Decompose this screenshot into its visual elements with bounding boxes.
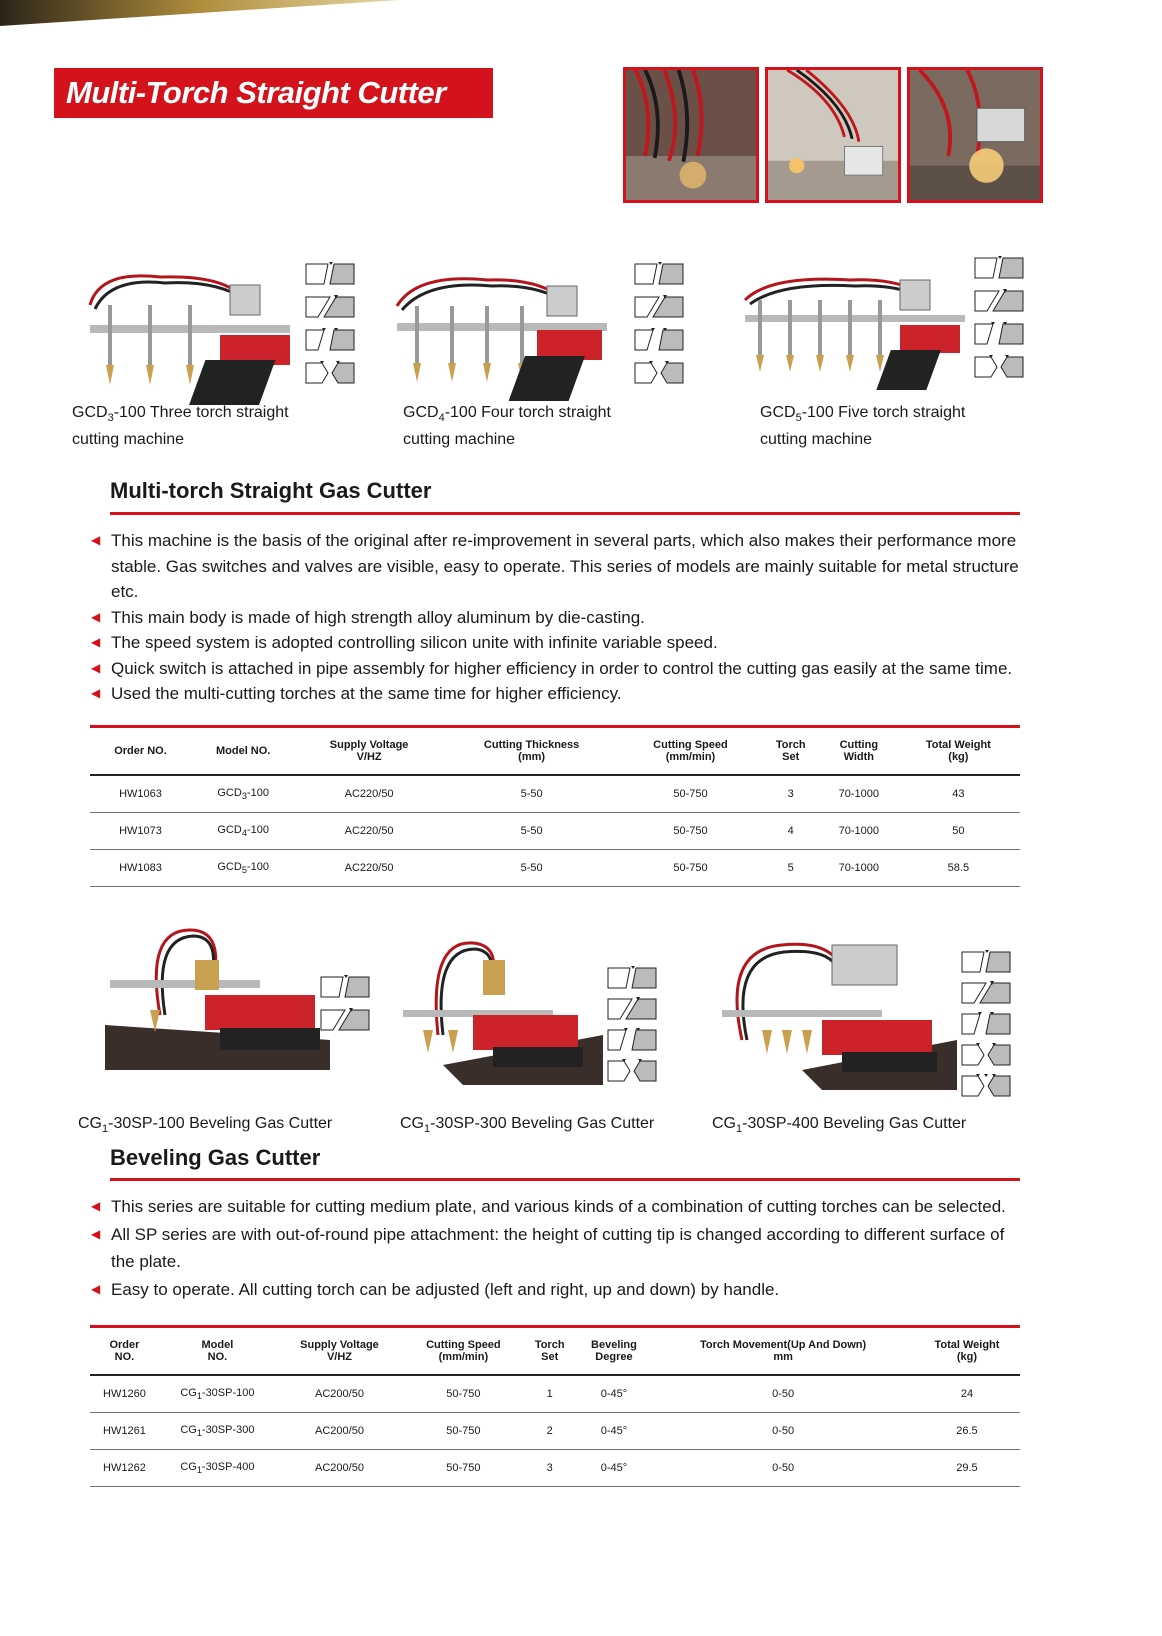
- cutting-photo-3: [907, 67, 1043, 203]
- col-header-movement: Torch Movement(Up And Down) mm: [652, 1327, 914, 1376]
- cell-weight: 26.5: [914, 1413, 1020, 1450]
- cell-weight: 29.5: [914, 1450, 1020, 1487]
- cell-torch: 4: [761, 813, 821, 850]
- gcd5-caption: $GCD_5-100$ Five torch straight cutting machine: [760, 404, 966, 449]
- straight-cut-icon: [973, 256, 1025, 280]
- bullet-item: ◀ This main body is made of high strength alloy aluminum by die-casting.: [91, 605, 1026, 631]
- col-header-thickness: Cutting Thickness (mm): [443, 727, 620, 776]
- cell-voltage: AC200/50: [276, 1375, 403, 1413]
- cell-weight: 58.5: [897, 850, 1020, 887]
- gcd3-cut-type-icons: [304, 262, 356, 385]
- col-header-voltage: Supply Voltage V/HZ: [295, 727, 443, 776]
- cell-voltage: AC220/50: [295, 813, 443, 850]
- cell-order: HW1261: [90, 1413, 159, 1450]
- col-header-model: Model NO.: [159, 1327, 276, 1376]
- x-bevel-cut-icon: [304, 361, 356, 385]
- bevel-cut-icon: [319, 1008, 371, 1032]
- x-bevel-cut-icon: [633, 361, 685, 385]
- double-bevel-cut-icon: [960, 1012, 1012, 1036]
- cell-width: 70-1000: [821, 850, 897, 887]
- double-bevel-cut-icon: [304, 328, 356, 352]
- x-bevel-cut-icon: [606, 1059, 658, 1083]
- cell-movement: 0-50: [652, 1450, 914, 1487]
- cell-model: $CG_1-30SP-100$: [159, 1375, 276, 1413]
- section2-bullet-list: [91, 1193, 1026, 1303]
- cell-voltage: AC200/50: [276, 1450, 403, 1487]
- section2-title: Beveling Gas Cutter: [110, 1145, 321, 1170]
- straight-cut-icon: [960, 950, 1012, 974]
- bullet-item: ◀ This series are suitable for cutting medium plate, and various kinds of a combination of cutting torches can be selected.: [91, 1193, 1026, 1221]
- gcd4-machine-image: [387, 268, 622, 408]
- cell-weight: 43: [897, 775, 1020, 813]
- double-bevel-cut-icon: [606, 1028, 658, 1052]
- cell-width: 70-1000: [821, 775, 897, 813]
- section2-rule: [110, 1178, 1020, 1181]
- decorative-gold-band: [0, 0, 400, 28]
- col-header-order: Order NO.: [90, 1327, 159, 1376]
- cell-torch: 3: [524, 1450, 576, 1487]
- cutting-photo-2: [765, 67, 901, 203]
- cg1-30sp-100-machine-image: [105, 920, 330, 1070]
- bullet-item: ◀ This machine is the basis of the original after re-improvement in several parts, which also makes their performance more stable. Gas switches and valves are visible, easy to operate. This series of models are mainly suitable for metal structure etc.: [91, 528, 1026, 605]
- cg1-30sp-100-caption: $CG_1-30SP-100$ Beveling Gas Cutter: [78, 1115, 333, 1136]
- cell-degree: 0-45°: [576, 1450, 653, 1487]
- x-bevel-cut-icon: [973, 355, 1025, 379]
- bullet-item: ◀ Quick switch is attached in pipe assembly for higher efficiency in order to control the cutting gas easily at the same time.: [91, 656, 1026, 682]
- gcd5-cut-type-icons: [973, 256, 1025, 379]
- gcd3-machine-image: [70, 265, 310, 410]
- table-row: [90, 1413, 1020, 1450]
- col-header-order: Order NO.: [90, 727, 191, 776]
- cutting-photo-1: [623, 67, 759, 203]
- table-row: [90, 850, 1020, 887]
- cell-degree: 0-45°: [576, 1413, 653, 1450]
- table-row: [90, 813, 1020, 850]
- bevel-cut-icon: [973, 289, 1025, 313]
- straight-cut-icon: [606, 966, 658, 990]
- col-header-speed: Cutting Speed (mm/min): [620, 727, 760, 776]
- straight-cut-icon: [633, 262, 685, 286]
- table-row: [90, 775, 1020, 813]
- col-header-weight: Total Weight (kg): [914, 1327, 1020, 1376]
- cell-model: $GCD_5-100$: [191, 850, 295, 887]
- cell-torch: 3: [761, 775, 821, 813]
- col-header-weight: Total Weight (kg): [897, 727, 1020, 776]
- cell-speed: 50-750: [620, 813, 760, 850]
- cell-model: $GCD_4-100$: [191, 813, 295, 850]
- cell-model: $GCD_3-100$: [191, 775, 295, 813]
- section1-rule: [110, 512, 1020, 515]
- cell-voltage: AC200/50: [276, 1413, 403, 1450]
- col-header-torch: Torch Set: [761, 727, 821, 776]
- bevel-cut-icon: [606, 997, 658, 1021]
- bevel-cut-icon: [633, 295, 685, 319]
- cell-voltage: AC220/50: [295, 775, 443, 813]
- page-title: Multi-Torch Straight Cutter: [54, 68, 493, 118]
- section2-spec-table: [90, 1325, 1020, 1487]
- bullet-item: ◀ Easy to operate. All cutting torch can be adjusted (left and right, up and down) by handle.: [91, 1276, 1026, 1304]
- col-header-voltage: Supply Voltage V/HZ: [276, 1327, 403, 1376]
- cell-torch: 2: [524, 1413, 576, 1450]
- bevel-cut-icon: [960, 981, 1012, 1005]
- cell-speed: 50-750: [403, 1375, 524, 1413]
- cell-order: HW1063: [90, 775, 191, 813]
- table-header-row: [90, 727, 1020, 776]
- cell-speed: 50-750: [403, 1450, 524, 1487]
- cell-speed: 50-750: [620, 850, 760, 887]
- cell-movement: 0-50: [652, 1375, 914, 1413]
- col-header-model: Model NO.: [191, 727, 295, 776]
- cg1-100-cut-type-icons: [319, 975, 371, 1032]
- bullet-item: ◀ The speed system is adopted controlling silicon unite with infinite variable speed.: [91, 630, 1026, 656]
- section1-title: Multi-torch Straight Gas Cutter: [110, 478, 432, 503]
- bullet-item: ◀ Used the multi-cutting torches at the same time for higher efficiency.: [91, 681, 1026, 707]
- cell-model: $CG_1-30SP-300$: [159, 1413, 276, 1450]
- cg1-30sp-300-caption: $CG_1-30SP-300$ Beveling Gas Cutter: [400, 1115, 655, 1136]
- table-row: [90, 1450, 1020, 1487]
- gcd4-cut-type-icons: [633, 262, 685, 385]
- section1-bullet-list: [91, 528, 1026, 707]
- cell-torch: 1: [524, 1375, 576, 1413]
- cg1-400-cut-type-icons: [960, 950, 1012, 1098]
- bullet-item: ◀ All SP series are with out-of-round pipe attachment: the height of cutting tip is changed according to different surface of the plate.: [91, 1221, 1026, 1276]
- double-bevel-cut-icon: [973, 322, 1025, 346]
- table-row: [90, 1375, 1020, 1413]
- col-header-speed: Cutting Speed (mm/min): [403, 1327, 524, 1376]
- cg1-300-cut-type-icons: [606, 966, 658, 1083]
- cell-thickness: 5-50: [443, 850, 620, 887]
- cell-degree: 0-45°: [576, 1375, 653, 1413]
- x-bevel-cut-icon: [960, 1043, 1012, 1067]
- cell-width: 70-1000: [821, 813, 897, 850]
- col-header-torch: Torch Set: [524, 1327, 576, 1376]
- cell-order: HW1073: [90, 813, 191, 850]
- gcd3-caption: $GCD_3-100$ Three torch straight cutting machine: [72, 404, 289, 449]
- cell-order: HW1260: [90, 1375, 159, 1413]
- triple-bevel-cut-icon: [960, 1074, 1012, 1098]
- cell-voltage: AC220/50: [295, 850, 443, 887]
- straight-cut-icon: [304, 262, 356, 286]
- cg1-30sp-400-machine-image: [722, 930, 957, 1090]
- section1-spec-table: [90, 725, 1020, 887]
- cg1-30sp-300-machine-image: [403, 935, 603, 1085]
- cell-weight: 24: [914, 1375, 1020, 1413]
- straight-cut-icon: [319, 975, 371, 999]
- cell-speed: 50-750: [403, 1413, 524, 1450]
- cell-weight: 50: [897, 813, 1020, 850]
- table-header-row: [90, 1327, 1020, 1376]
- cell-thickness: 5-50: [443, 813, 620, 850]
- cell-torch: 5: [761, 850, 821, 887]
- bevel-cut-icon: [304, 295, 356, 319]
- cell-speed: 50-750: [620, 775, 760, 813]
- cell-model: $CG_1-30SP-400$: [159, 1450, 276, 1487]
- col-header-degree: Beveling Degree: [576, 1327, 653, 1376]
- cell-order: HW1083: [90, 850, 191, 887]
- cell-thickness: 5-50: [443, 775, 620, 813]
- col-header-width: Cutting Width: [821, 727, 897, 776]
- cell-order: HW1262: [90, 1450, 159, 1487]
- cell-movement: 0-50: [652, 1413, 914, 1450]
- gcd4-caption: $GCD_4-100$ Four torch straight cutting machine: [403, 404, 611, 449]
- cg1-30sp-400-caption: $CG_1-30SP-400$ Beveling Gas Cutter: [712, 1115, 967, 1136]
- gcd5-machine-image: [740, 270, 980, 400]
- double-bevel-cut-icon: [633, 328, 685, 352]
